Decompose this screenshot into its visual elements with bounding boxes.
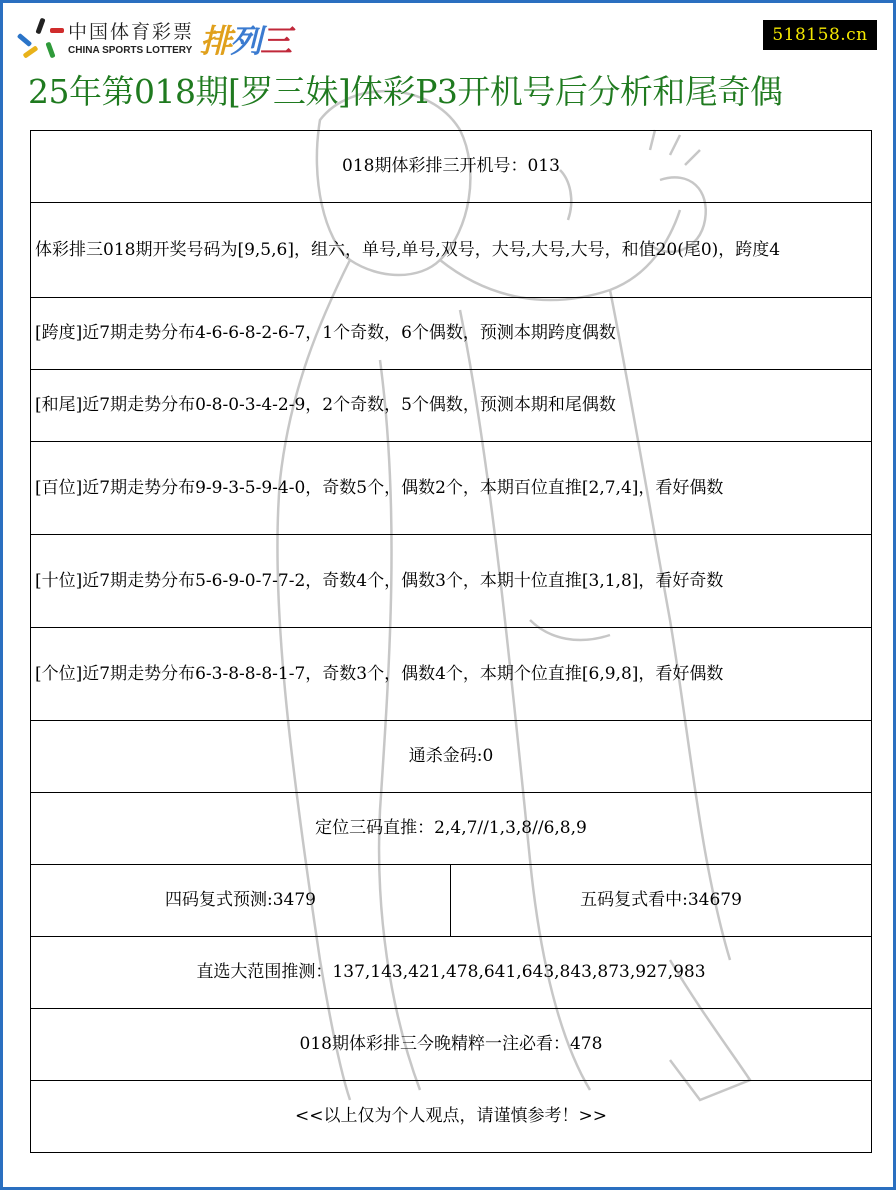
draw-number-cell: 018期体彩排三开机号：013 bbox=[31, 131, 872, 203]
table-row bbox=[31, 131, 872, 203]
site-badge[interactable]: 518158.cn bbox=[763, 20, 877, 50]
four-code-cell: 四码复式预测:3479 bbox=[31, 865, 451, 937]
table-row bbox=[31, 535, 872, 628]
table-row bbox=[31, 370, 872, 442]
table-row bbox=[31, 1081, 872, 1153]
logo-en-text: CHINA SPORTS LOTTERY bbox=[68, 44, 193, 56]
tens-trend-cell: [十位]近7期走势分布5-6-9-0-7-7-2，奇数4个，偶数3个，本期十位直推[3,1,8]，看好奇数 bbox=[31, 535, 872, 628]
table-row bbox=[31, 865, 872, 937]
span-trend-cell: [跨度]近7期走势分布4-6-6-8-2-6-7，1个奇数，6个偶数，预测本期跨度偶数 bbox=[31, 298, 872, 370]
logo-cn-text: 中国体育彩票 bbox=[68, 20, 195, 43]
prediction-table bbox=[30, 130, 872, 1153]
table-row bbox=[31, 298, 872, 370]
logo-char-1: 排 bbox=[200, 22, 231, 60]
disclaimer-cell: <<以上仅为个人观点，请谨慎参考！>> bbox=[31, 1081, 872, 1153]
sum-tail-trend-cell: [和尾]近7期走势分布0-8-0-3-4-2-9，2个奇数，5个偶数，预测本期和尾偶数 bbox=[31, 370, 872, 442]
pailie-san-logo bbox=[200, 16, 290, 62]
table-row bbox=[31, 1009, 872, 1081]
units-trend-cell: [个位]近7期走势分布6-3-8-8-8-1-7，奇数3个，偶数4个，本期个位直推[6,9,8]，看好偶数 bbox=[31, 628, 872, 721]
logo-char-2: 列 bbox=[230, 22, 261, 60]
table-row bbox=[31, 442, 872, 535]
page-title: 25年第018期[罗三妹]体彩P3开机号后分析和尾奇偶 bbox=[28, 72, 783, 111]
lottery-star-icon bbox=[20, 18, 62, 60]
table-row bbox=[31, 793, 872, 865]
hundreds-trend-cell: [百位]近7期走势分布9-9-3-5-9-4-0，奇数5个，偶数2个，本期百位直推[2,7,4]，看好偶数 bbox=[31, 442, 872, 535]
direct-range-cell: 直选大范围推测：137,143,421,478,641,643,843,873,927,983 bbox=[31, 937, 872, 1009]
logo-char-3: 三 bbox=[260, 22, 291, 60]
best-pick-cell: 018期体彩排三今晚精粹一注必看：478 bbox=[31, 1009, 872, 1081]
china-sports-lottery-logo bbox=[20, 18, 290, 60]
table-row bbox=[31, 721, 872, 793]
draw-result-cell: 体彩排三018期开奖号码为[9,5,6]，组六，单号,单号,双号，大号,大号,大号，和值20(尾0)，跨度4 bbox=[31, 203, 872, 298]
position-picks-cell: 定位三码直推：2,4,7//1,3,8//6,8,9 bbox=[31, 793, 872, 865]
table-row bbox=[31, 203, 872, 298]
kill-number-cell: 通杀金码:0 bbox=[31, 721, 872, 793]
table-row bbox=[31, 937, 872, 1009]
five-code-cell: 五码复式看中:34679 bbox=[451, 865, 872, 937]
table-row bbox=[31, 628, 872, 721]
